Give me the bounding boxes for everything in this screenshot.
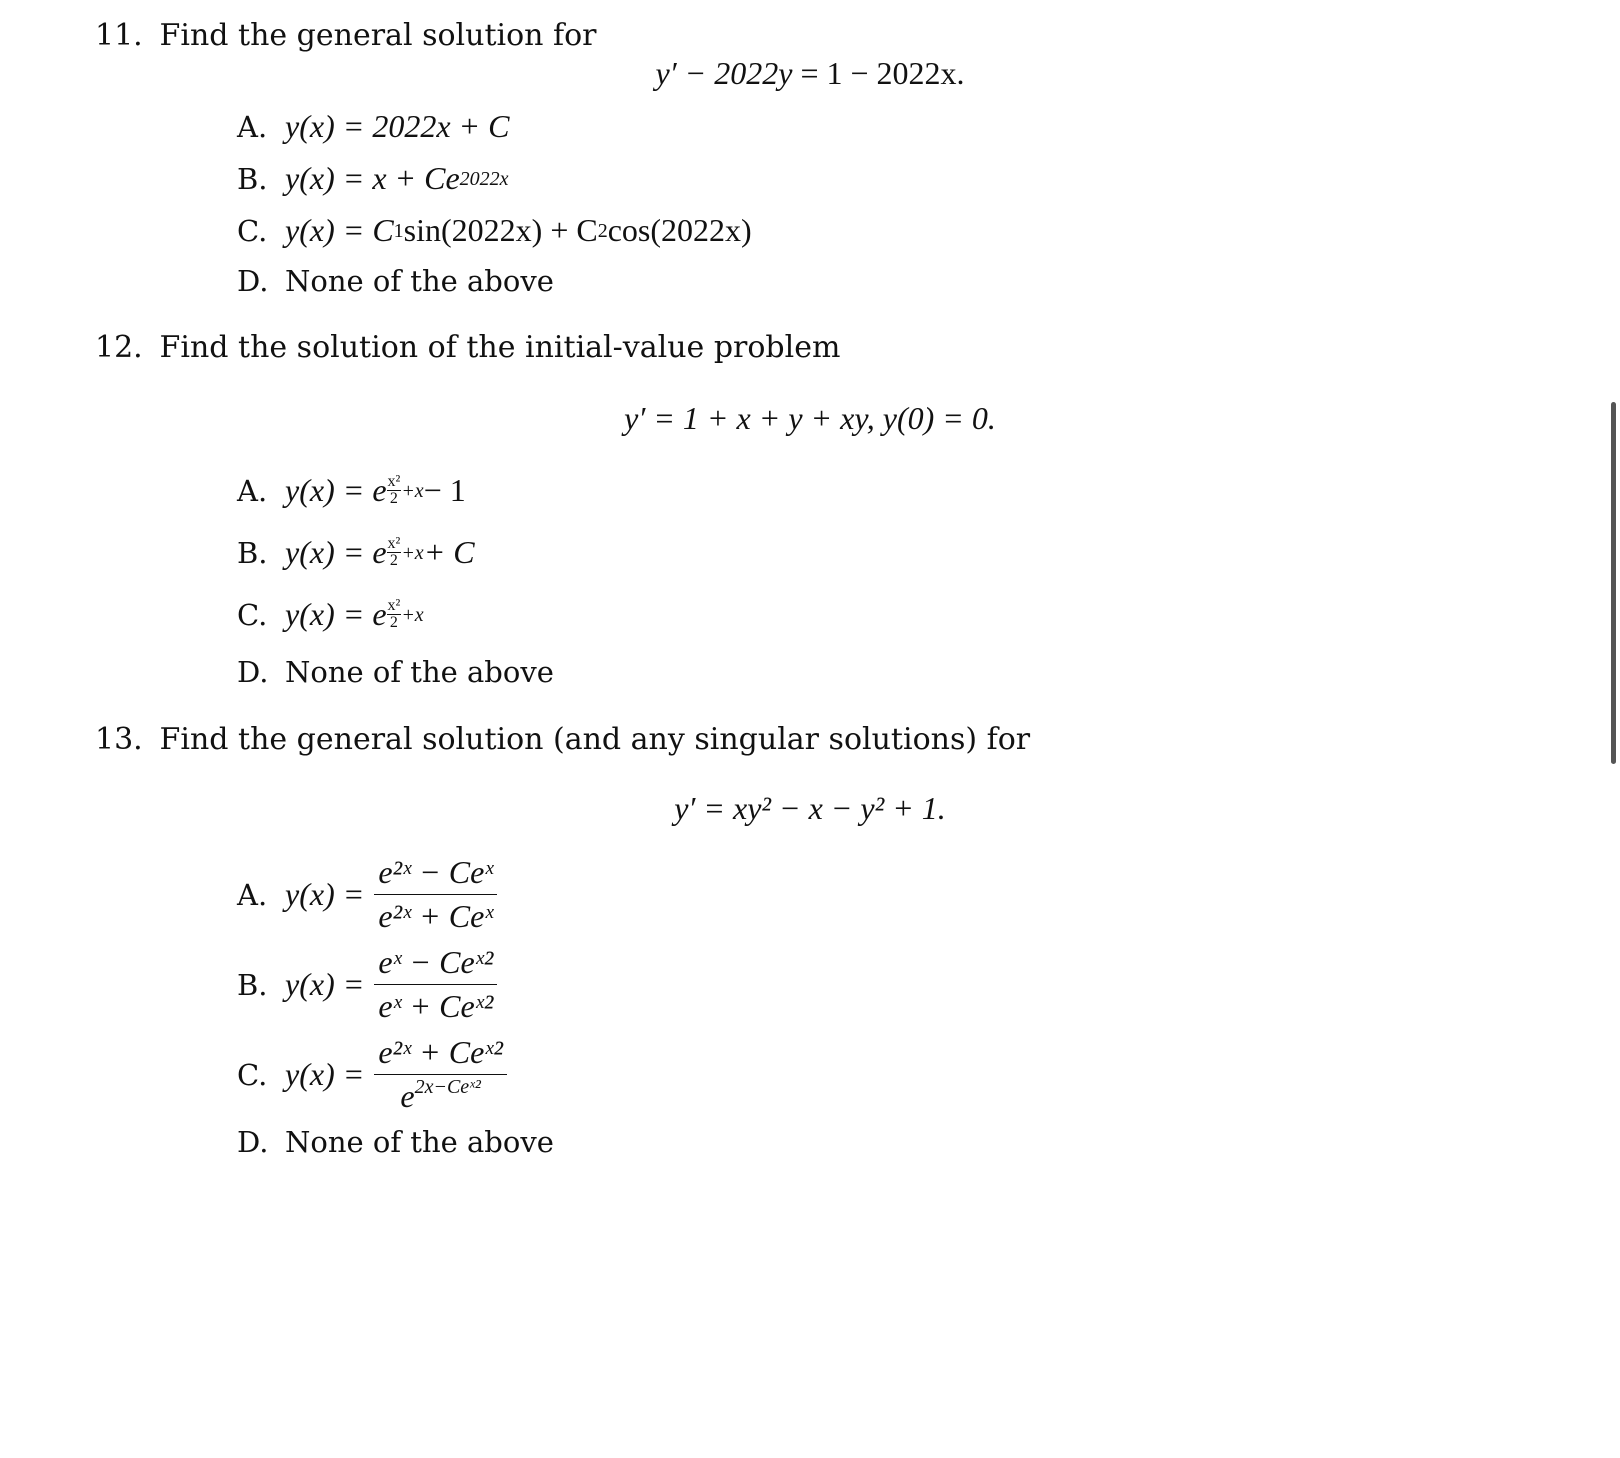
option-lhs: y(x) = <box>285 160 365 196</box>
question-13-option-a[interactable] <box>237 855 497 934</box>
option-label: B. <box>237 535 268 570</box>
option-text: None of the above <box>285 655 554 689</box>
option-math: x + Ce <box>372 160 460 196</box>
vertical-scrollbar[interactable] <box>1611 402 1616 764</box>
exponent-tail: +x <box>401 541 424 564</box>
equation: y′ = xy² − x − y² + 1. <box>674 790 946 826</box>
option-label: B. <box>237 161 268 196</box>
question-number: 11. <box>95 18 143 53</box>
question-12-equation <box>0 400 1620 437</box>
equation: y′ = 1 + x + y + xy, y(0) = 0. <box>624 400 996 436</box>
option-lhs: y(x) = <box>285 212 365 248</box>
fraction <box>374 1035 507 1114</box>
question-13-equation <box>0 790 1620 827</box>
question-number: 13. <box>95 722 143 757</box>
denominator-exponent: 2x−Ceˣ² <box>414 1076 481 1099</box>
option-label: A. <box>237 473 268 508</box>
question-12-option-c[interactable] <box>237 596 424 633</box>
option-lhs: y(x) = <box>285 876 365 913</box>
question-12-option-a[interactable] <box>237 472 466 509</box>
exponent-fraction: x² 2 <box>387 473 401 507</box>
question-11-option-c[interactable]: C. y(x) = C 1 sin(2022x) + C 2 cos(2022x) <box>237 212 752 248</box>
option-label: B. <box>237 967 268 1002</box>
option-lhs: y(x) = <box>285 472 365 508</box>
question-12-option-b[interactable] <box>237 534 475 571</box>
option-label: D. <box>237 264 269 298</box>
numerator: eˣ − Ceˣ² <box>374 945 497 985</box>
equation-lhs: y′ − 2022y <box>655 55 793 91</box>
option-label: A. <box>237 109 268 144</box>
exp-base: e <box>372 534 387 570</box>
option-tail: + C <box>423 534 475 570</box>
option-exponent: 2022x <box>459 167 509 190</box>
option-tail: − 1 <box>423 472 466 508</box>
question-11-option-d[interactable] <box>237 264 554 298</box>
option-label: C. <box>237 597 268 632</box>
fraction <box>374 945 497 1024</box>
question-text: Find the solution of the initial-value problem <box>159 330 841 365</box>
exponent-tail: +x <box>401 479 424 502</box>
denominator: $e^{2x-Ceˣ^2}$ <box>400 1076 481 1115</box>
option-lhs: y(x) = <box>285 596 365 632</box>
option-lhs: y(x) = <box>285 108 365 144</box>
fraction <box>374 855 497 934</box>
denominator: eˣ + Ceˣ² <box>378 988 494 1025</box>
question-number: 12. <box>95 330 143 365</box>
question-11-option-b[interactable] <box>237 160 509 197</box>
option-math-cos: cos(2022x) <box>607 212 752 248</box>
exponent-tail: +x <box>401 603 424 626</box>
question-text: Find the general solution (and any singular solutions) for <box>159 722 1031 757</box>
question-11-option-a[interactable] <box>237 108 509 145</box>
option-lhs: y(x) = <box>285 534 365 570</box>
question-13-option-d[interactable] <box>237 1125 554 1159</box>
option-math: 2022x + C <box>372 108 510 144</box>
exp-base: e <box>372 596 387 632</box>
question-text: Find the general solution for <box>159 18 597 53</box>
option-math-c1: C <box>372 212 394 248</box>
option-text: None of the above <box>285 264 554 298</box>
option-lhs: y(x) = <box>285 966 365 1003</box>
option-label: D. <box>237 1125 269 1159</box>
equation-rhs: = 1 − 2022x. <box>800 55 965 91</box>
option-label: A. <box>237 877 268 912</box>
question-12-prompt <box>95 330 840 365</box>
question-13-option-b[interactable] <box>237 945 497 1024</box>
exponent-fraction: x² 2 <box>387 535 401 569</box>
question-11-equation <box>0 55 1620 92</box>
option-text: None of the above <box>285 1125 554 1159</box>
denominator: e²ˣ + Ceˣ <box>378 898 494 935</box>
option-label: C. <box>237 1057 268 1092</box>
numerator: e²ˣ + Ceˣ² <box>374 1035 507 1075</box>
question-13-prompt <box>95 722 1030 757</box>
option-math-sin: sin(2022x) + C <box>403 212 598 248</box>
numerator: e²ˣ − Ceˣ <box>374 855 497 895</box>
option-label: D. <box>237 655 269 689</box>
exp-base: e <box>372 472 387 508</box>
question-12-option-d[interactable] <box>237 655 554 689</box>
exponent-fraction: x² 2 <box>387 597 401 631</box>
option-lhs: y(x) = <box>285 1056 365 1093</box>
option-label: C. <box>237 213 268 248</box>
question-13-option-c[interactable] <box>237 1035 507 1114</box>
question-11-prompt <box>95 18 597 53</box>
